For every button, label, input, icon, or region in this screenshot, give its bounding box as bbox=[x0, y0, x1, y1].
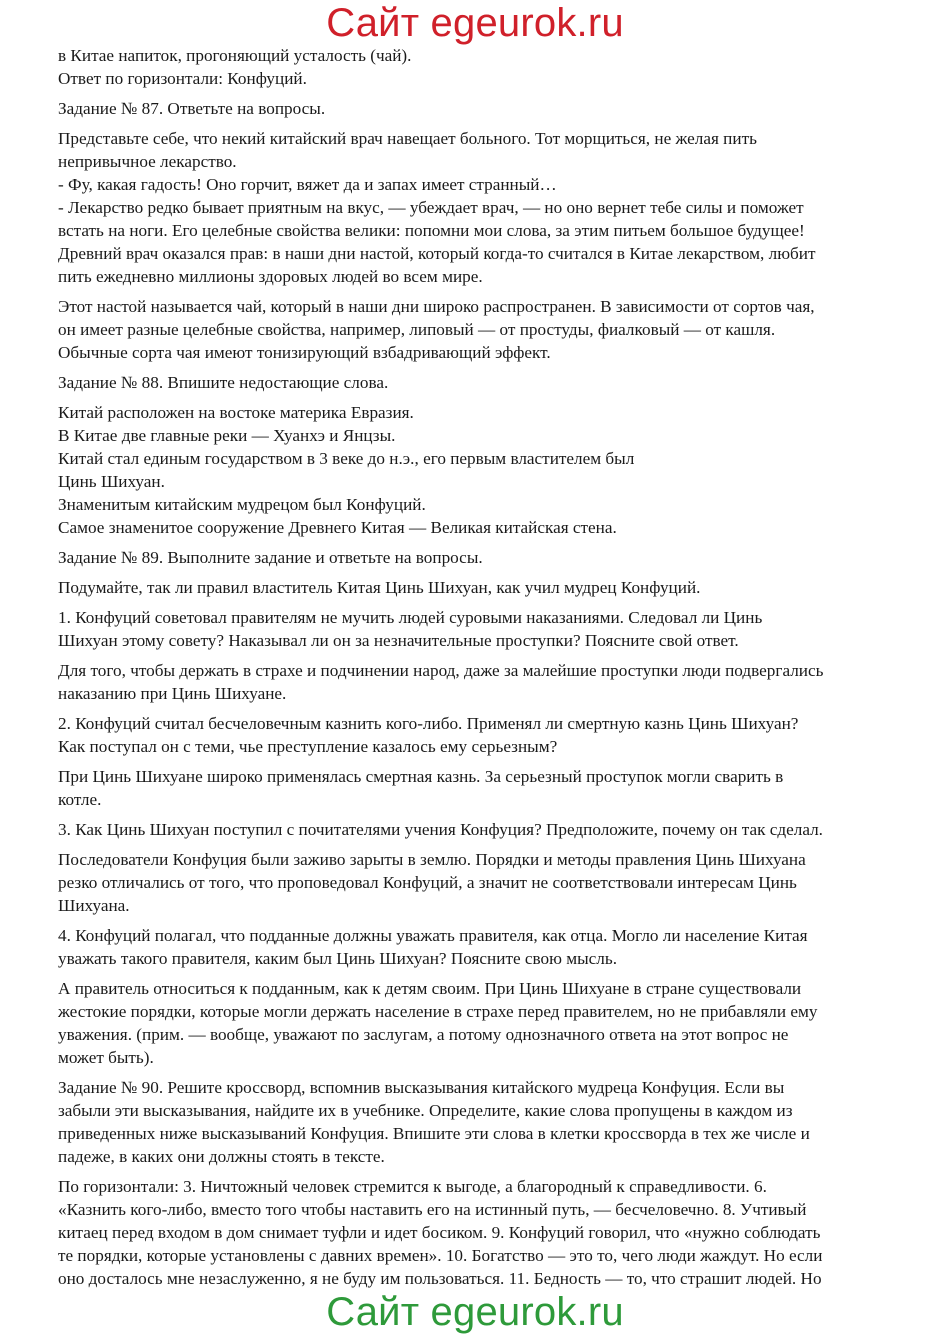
text-line: жестокие порядки, которые могли держать население в страхе перед правителем, но не прибавляли ему bbox=[58, 1002, 818, 1021]
text-line: Для того, чтобы держать в страхе и подчинении народ, даже за малейшие проступки люди подвергались bbox=[58, 661, 824, 680]
text-line: встать на ноги. Его целебные свойства велики: попомни мои слова, за этим питьем большое будущее! bbox=[58, 221, 805, 240]
text-line: пить ежедневно миллионы здоровых людей во всем мире. bbox=[58, 267, 483, 286]
text-line: Как поступал он с теми, чье преступление казалось ему серьезным? bbox=[58, 737, 558, 756]
text-line: может быть). bbox=[58, 1048, 154, 1067]
paragraph bbox=[58, 401, 898, 539]
text-line: Ответ по горизонтали: Конфуций. bbox=[58, 69, 307, 88]
text-line: китаец перед входом в дом снимает туфли и идет босиком. 9. Конфуций говорил, что «нужно соблюдать bbox=[58, 1223, 821, 1242]
paragraph bbox=[58, 546, 898, 569]
text-line: Задание № 89. Выполните задание и ответьте на вопросы. bbox=[58, 548, 483, 567]
text-line: он имеет разные целебные свойства, например, липовый — от простуды, фиалковый — от кашля. bbox=[58, 320, 776, 339]
watermark-bottom: Сайт egeurok.ru bbox=[326, 1290, 624, 1334]
paragraph bbox=[58, 848, 898, 917]
text-line: Подумайте, так ли правил властитель Китая Цинь Шихуан, как учил мудрец Конфуций. bbox=[58, 578, 701, 597]
text-line: По горизонтали: 3. Ничтожный человек стремится к выгоде, а благородный к справедливости. 6. bbox=[58, 1177, 767, 1196]
text-line: - Фу, какая гадость! Оно горчит, вяжет да и запах имеет странный… bbox=[58, 175, 557, 194]
paragraph bbox=[58, 97, 898, 120]
text-line: оно досталось мне незаслуженно, я не буду им пользоваться. 11. Бедность — то, что страшит людей. Но bbox=[58, 1269, 822, 1288]
text-line: Обычные сорта чая имеют тонизирующий взбадривающий эффект. bbox=[58, 343, 551, 362]
text-line: те порядки, которые установлены с давних времен». 10. Богатство — это то, чего люди жаждут. Но если bbox=[58, 1246, 823, 1265]
text-line: Цинь Шихуан. bbox=[58, 472, 165, 491]
paragraph bbox=[58, 295, 898, 364]
paragraph bbox=[58, 712, 898, 758]
text-line: Задание № 88. Впишите недостающие слова. bbox=[58, 373, 389, 392]
paragraph bbox=[58, 765, 898, 811]
text-line: уважать такого правителя, каким был Цинь Шихуан? Поясните свою мысль. bbox=[58, 949, 618, 968]
text-line: падеже, в каких они должны стоять в тексте. bbox=[58, 1147, 385, 1166]
text-line: Задание № 90. Решите кроссворд, вспомнив высказывания китайского мудреца Конфуция. Если вы bbox=[58, 1078, 785, 1097]
text-line: Представьте себе, что некий китайский врач навещает больного. Тот морщиться, не желая пить bbox=[58, 129, 757, 148]
paragraph bbox=[58, 606, 898, 652]
paragraph bbox=[58, 1076, 898, 1168]
paragraph bbox=[58, 818, 898, 841]
text-line: Древний врач оказался прав: в наши дни настой, который когда-то считался в Китае лекарством, любит bbox=[58, 244, 816, 263]
text-line: Шихуана. bbox=[58, 896, 130, 915]
paragraph bbox=[58, 576, 898, 599]
text-line: Шихуан этому совету? Наказывал ли он за незначительные проступки? Поясните свой ответ. bbox=[58, 631, 739, 650]
text-line: Последователи Конфуция были заживо зарыты в землю. Порядки и методы правления Цинь Шихуана bbox=[58, 850, 806, 869]
text-line: - Лекарство редко бывает приятным на вкус, — убеждает врач, — но оно вернет тебе силы и поможет bbox=[58, 198, 804, 217]
paragraph bbox=[58, 44, 898, 90]
text-line: Китай расположен на востоке материка Евразия. bbox=[58, 403, 414, 422]
text-line: Самое знаменитое сооружение Древнего Китая — Великая китайская стена. bbox=[58, 518, 617, 537]
text-line: Китай стал единым государством в 3 веке до н.э., его первым властителем был bbox=[58, 449, 635, 468]
text-line: В Китае две главные реки — Хуанхэ и Янцзы. bbox=[58, 426, 396, 445]
text-line: приведенных ниже высказываний Конфуция. Впишите эти слова в клетки кроссворда в тех же числе и bbox=[58, 1124, 810, 1143]
document-body bbox=[58, 44, 898, 1297]
text-line: забыли эти высказывания, найдите их в учебнике. Определите, какие слова пропущены в каждом из bbox=[58, 1101, 793, 1120]
paragraph bbox=[58, 1175, 898, 1290]
text-line: 3. Как Цинь Шихуан поступил с почитателями учения Конфуция? Предположите, почему он так сделал. bbox=[58, 820, 823, 839]
text-line: наказанию при Цинь Шихуане. bbox=[58, 684, 287, 703]
text-line: в Китае напиток, прогоняющий усталость (чай). bbox=[58, 46, 412, 65]
text-line: резко отличались от того, что проповедовал Конфуций, а значит не соответствовали интересам Цинь bbox=[58, 873, 797, 892]
paragraph bbox=[58, 977, 898, 1069]
paragraph bbox=[58, 127, 898, 288]
text-line: А правитель относиться к подданным, как к детям своим. При Цинь Шихуане в стране существовали bbox=[58, 979, 802, 998]
text-line: 4. Конфуций полагал, что подданные должны уважать правителя, как отца. Могло ли население Китая bbox=[58, 926, 808, 945]
text-line: При Цинь Шихуане широко применялась смертная казнь. За серьезный проступок могли сварить в bbox=[58, 767, 784, 786]
text-line: Знаменитым китайским мудрецом был Конфуций. bbox=[58, 495, 426, 514]
text-line: 2. Конфуций считал бесчеловечным казнить кого-либо. Применял ли смертную казнь Цинь Шихуан? bbox=[58, 714, 799, 733]
text-line: Задание № 87. Ответьте на вопросы. bbox=[58, 99, 326, 118]
text-line: котле. bbox=[58, 790, 102, 809]
text-line: непривычное лекарство. bbox=[58, 152, 237, 171]
paragraph bbox=[58, 659, 898, 705]
text-line: Этот настой называется чай, который в наши дни широко распространен. В зависимости от сортов чая, bbox=[58, 297, 815, 316]
watermark-top: Сайт egeurok.ru bbox=[326, 1, 624, 45]
text-line: уважения. (прим. — вообще, уважают по заслугам, а потому однозначного ответа на этот вопрос не bbox=[58, 1025, 789, 1044]
paragraph bbox=[58, 371, 898, 394]
paragraph bbox=[58, 924, 898, 970]
text-line: 1. Конфуций советовал правителям не мучить людей суровыми наказаниями. Следовал ли Цинь bbox=[58, 608, 763, 627]
text-line: «Казнить кого-либо, вместо того чтобы наставить его на истинный путь, — бесчеловечно. 8. Учтивый bbox=[58, 1200, 807, 1219]
